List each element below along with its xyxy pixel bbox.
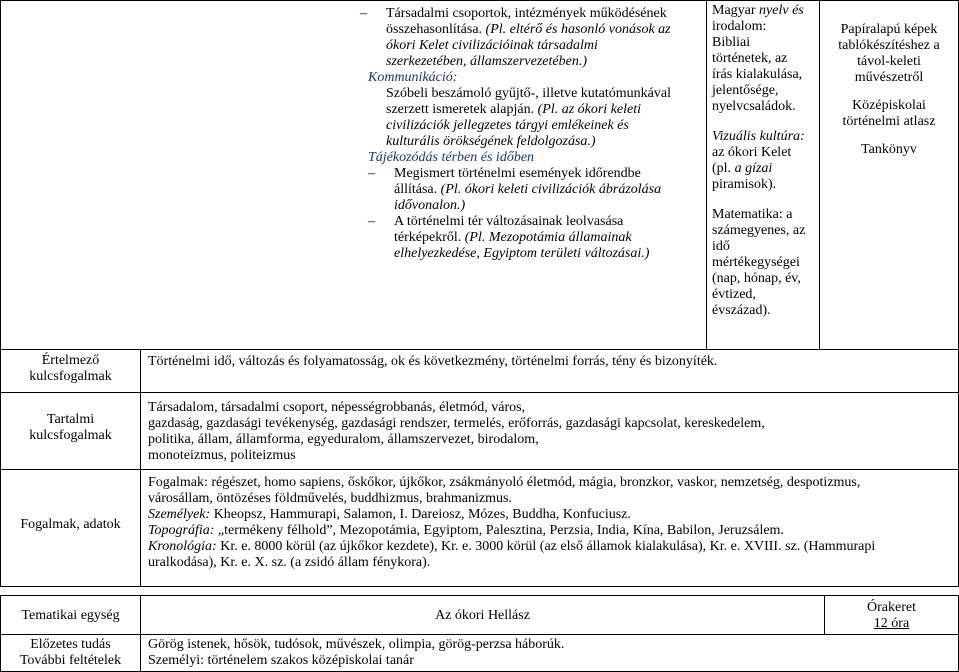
interpretive-concepts-label: Értelmező kulcsfogalmak: [29, 353, 112, 384]
text-line: – A történelmi tér változásainak leolvasása: [394, 214, 704, 230]
tool-pictures: Papíralapú képek tablókészítéshez a távol-keleti művészetről: [838, 22, 940, 85]
unit-label: Tematikai egység: [21, 608, 120, 623]
table-border-dev-col: [706, 0, 707, 350]
tools-cell: [820, 22, 958, 158]
text-line: szerzett ismeretek alapján. (Pl. az ókori keleti: [386, 102, 642, 117]
tool-atlas: Középiskolai történelmi atlasz: [842, 98, 936, 129]
prereq-values: Görög istenek, hősök, tudósok, művészek, olimpia, görög-perzsa háborúk. Személyi: történelem szakos középiskolai tanár: [148, 637, 565, 668]
text-line: összehasonlítása. (Pl. eltérő és hasonló vonások az: [386, 22, 671, 37]
text-line: civilizációk jellegzetes tárgyi emlékeinek és: [386, 118, 629, 133]
text-line: kulturális örökségének feldolgozása.): [386, 134, 596, 149]
connection-visual-arts: Vizuális kultúra: az ókori Kelet (pl. a gízai piramisok).: [712, 129, 805, 192]
text-line: állítása. (Pl. ókori keleti civilizációk ábrázolása: [394, 182, 662, 197]
table-border-row-content: [0, 392, 959, 393]
prereq-label: Előzetes tudás További feltételek: [19, 637, 122, 668]
text-line: Kronológia: Kr. e. 8000 körül (az újkőkor kezdete), Kr. e. 3000 körül (az első államok kialakulása), Kr. e. XVIII. sz. (Hammurapi: [148, 539, 876, 554]
communication-block: [368, 86, 704, 150]
table-border-bottom-main: [0, 586, 959, 587]
table-border-row-interpretive: [0, 349, 959, 350]
connection-hungarian: Magyar nyelv és irodalom: Bibliai történetek, az írás kialakulása, jelentősége, nyelvcsaládok.: [712, 3, 804, 114]
text-line: Fogalmak: régészet, homo sapiens, őskőkor, újkőkor, zsákmányoló életmód, mágia, bronzkor, vaskor, nemzetség, despotizmus,: [148, 475, 861, 490]
table-border-unit-row: [0, 634, 959, 635]
heading-orientation: Tájékozódás térben és időben: [368, 150, 535, 165]
text-line: elhelyezkedése, Egyiptom területi változásai.): [394, 246, 650, 261]
tool-textbook: Tankönyv: [861, 142, 917, 157]
table-border-top-unit: [0, 595, 959, 596]
connections-cell: [712, 3, 818, 319]
table-border-left: [0, 0, 1, 587]
text-line: Személyek: Kheopsz, Hammurapi, Salamon, I. Dareiosz, Mózes, Buddha, Konfuciusz.: [148, 507, 631, 522]
hours-cell: Órakeret 12 óra: [867, 600, 916, 631]
table-border-label-col: [140, 349, 141, 587]
text-line: – Megismert történelmi események időrendbe: [394, 166, 704, 182]
text-line: térképekről. (Pl. Mezopotámia államainak: [394, 230, 632, 245]
text-line: Topográfia: „termékeny félhold”, Mezopotámia, Egyiptom, Palesztina, Perzsia, India, Kína, Babilon, Jeruzsálem.: [148, 523, 784, 538]
connection-math: Matematika: a számegyenes, az idő mértékegységei (nap, hónap, év, évtized, évszázad).: [712, 207, 806, 318]
table-border-row-data: [0, 469, 959, 470]
unit-title: Az ókori Hellász: [435, 608, 530, 623]
development-block: [368, 6, 704, 70]
text-line: szerkezetében, államszervezetében.): [386, 54, 587, 69]
development-tasks: [368, 6, 704, 262]
unit-border-label-col: [140, 595, 141, 672]
concepts-data-text: [148, 475, 956, 571]
text-line: uralkodása), Kr. e. X. sz. (a zsidó állam fénykora).: [148, 555, 431, 570]
content-concepts-label: Tartalmi kulcsfogalmak: [29, 412, 112, 443]
heading-communication: Kommunikáció:: [368, 70, 458, 85]
table-border-top: [0, 0, 959, 1]
concepts-data-label: Fogalmak, adatok: [20, 517, 121, 532]
content-concepts-text: Társadalom, társadalmi csoport, népességrobbanás, életmód, város, gazdaság, gazdasági tevékenység, gazdasági rendszer, termelés, erőforrás, gazdasági kapcsolat, kereskedelem, politika, állam, államforma, egyeduralom, államszervezet, birodalom, monoteizmus, politeizmus: [148, 400, 765, 463]
text-line: ókori Kelet civilizációinak társadalmi: [386, 38, 598, 53]
text-line: idővonalon.): [394, 198, 466, 213]
text-line: városállam, öntözéses földművelés, buddhizmus, brahmanizmus.: [148, 491, 512, 506]
orientation-block: [368, 166, 704, 262]
text-line: Szóbeli beszámoló gyűjtő-, illetve kutatómunkával: [386, 86, 671, 101]
text-line: – Társadalmi csoportok, intézmények működésének: [386, 6, 704, 22]
interpretive-concepts-text: Történelmi idő, változás és folyamatosság, ok és következmény, történelmi forrás, tény és bizonyíték.: [148, 354, 718, 369]
